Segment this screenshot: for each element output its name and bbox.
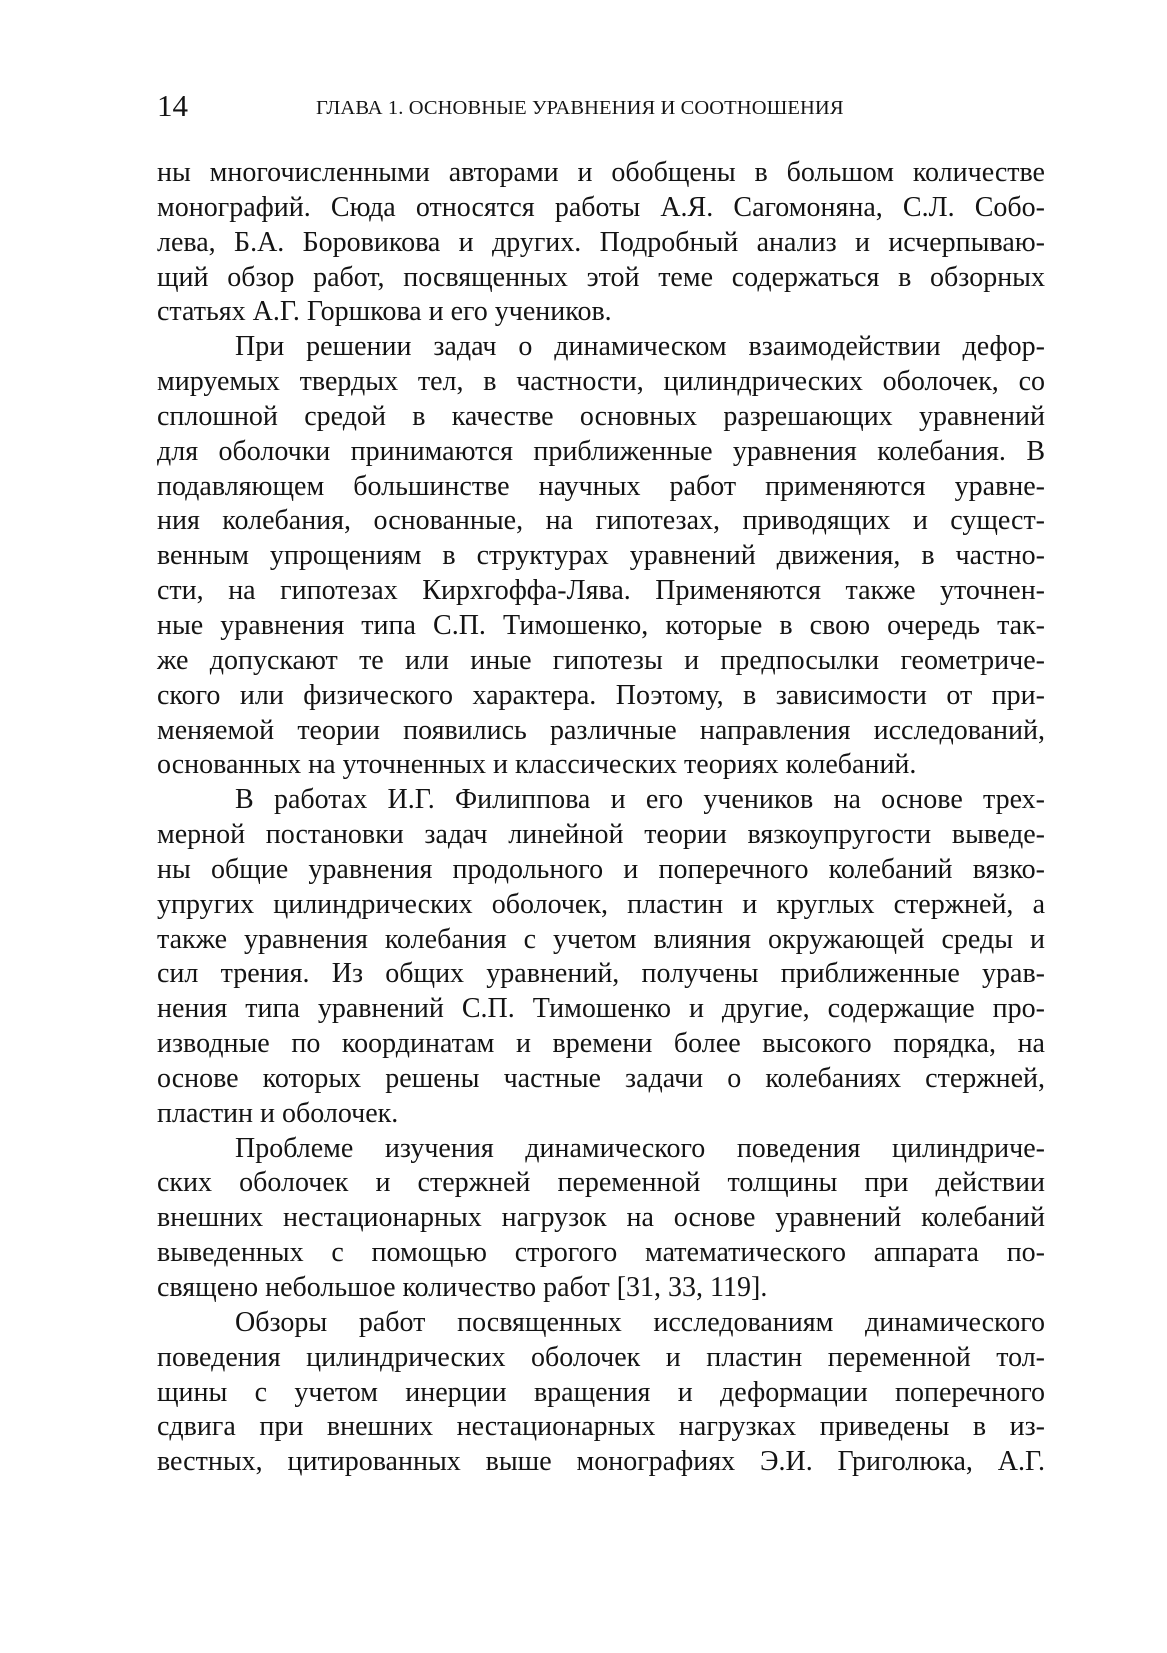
- text-line: В работах И.Г. Филиппова и его учеников на основе трех-: [235, 784, 1045, 816]
- text-line: статьях А.Г. Горшкова и его учеников.: [157, 296, 612, 328]
- text-line: венным упрощениям в структурах уравнений движения, в частно-: [157, 540, 1045, 572]
- text-line: сплошной средой в качестве основных разрешающих уравнений: [157, 400, 1045, 432]
- text-line: упругих цилиндрических оболочек, пластин и круглых стержней, а: [157, 888, 1045, 920]
- text-line: выведенных с помощью строгого математического аппарата по-: [157, 1237, 1045, 1269]
- text-line: При решении задач о динамическом взаимодействии дефор-: [235, 331, 1045, 363]
- page-number: 14: [157, 88, 188, 123]
- text-line: ные уравнения типа С.П. Тимошенко, которые в свою очередь так-: [157, 609, 1045, 641]
- text-line: сти, на гипотезах Кирхгоффа-Лява. Применяются также уточнен-: [157, 575, 1045, 607]
- text-line: внешних нестационарных нагрузок на основе уравнений колебаний: [157, 1202, 1045, 1234]
- text-line: священо небольшое количество работ [31, 33, 119].: [157, 1272, 768, 1303]
- text-line: сдвига при внешних нестационарных нагрузках приведены в из-: [157, 1411, 1045, 1443]
- text-line: ского или физического характера. Поэтому, в зависимости от при-: [157, 679, 1045, 711]
- text-line: Проблеме изучения динамического поведения цилиндриче-: [235, 1132, 1045, 1164]
- text-line: меняемой теории появились различные направления исследований,: [157, 714, 1045, 746]
- text-line: монографий. Сюда относятся работы А.Я. Сагомоняна, С.Л. Собо-: [157, 191, 1045, 223]
- text-line: щий обзор работ, посвященных этой теме содержаться в обзорных: [157, 261, 1045, 293]
- body-text: [157, 156, 1045, 1480]
- text-line: Обзоры работ посвященных исследованиям динамического: [235, 1306, 1045, 1338]
- text-line: изводные по координатам и времени более высокого порядка, на: [157, 1028, 1045, 1060]
- text-line: сил трения. Из общих уравнений, получены приближенные урав-: [157, 958, 1045, 990]
- text-line: основе которых решены частные задачи о колебаниях стержней,: [157, 1062, 1045, 1094]
- text-line: пластин и оболочек.: [157, 1097, 399, 1129]
- text-line: мерной постановки задач линейной теории вязкоупругости выведе-: [157, 819, 1045, 851]
- text-line: вестных, цитированных выше монографиях Э.И. Григолюка, А.Г.: [157, 1446, 1045, 1478]
- text-line: ских оболочек и стержней переменной толщины при действии: [157, 1167, 1045, 1199]
- text-line: поведения цилиндрических оболочек и пластин переменной тол-: [157, 1341, 1045, 1373]
- text-line: мируемых твердых тел, в частности, цилиндрических оболочек, со: [157, 366, 1045, 398]
- text-line: также уравнения колебания с учетом влияния окружающей среды и: [157, 923, 1045, 955]
- running-title: ГЛАВА 1. ОСНОВНЫЕ УРАВНЕНИЯ И СООТНОШЕНИЯ: [316, 97, 844, 119]
- text-line: для оболочки принимаются приближенные уравнения колебания. В: [157, 435, 1045, 467]
- text-line: же допускают те или иные гипотезы и предпосылки геометриче-: [157, 644, 1045, 676]
- text-line: подавляющем большинстве научных работ применяются уравне-: [157, 470, 1045, 502]
- text-line: ния колебания, основанные, на гипотезах, приводящих и сущест-: [157, 505, 1045, 537]
- text-line: лева, Б.А. Боровикова и других. Подробный анализ и исчерпываю-: [157, 226, 1045, 258]
- page-header: [157, 84, 1045, 128]
- text-line: ны многочисленными авторами и обобщены в большом количестве: [157, 157, 1045, 188]
- text-line: щины с учетом инерции вращения и деформации поперечного: [157, 1376, 1045, 1408]
- text-line: основанных на уточненных и классических теориях колебаний.: [157, 749, 917, 781]
- text-line: нения типа уравнений С.П. Тимошенко и другие, содержащие про-: [157, 993, 1045, 1025]
- text-line: ны общие уравнения продольного и поперечного колебаний вязко-: [157, 853, 1045, 885]
